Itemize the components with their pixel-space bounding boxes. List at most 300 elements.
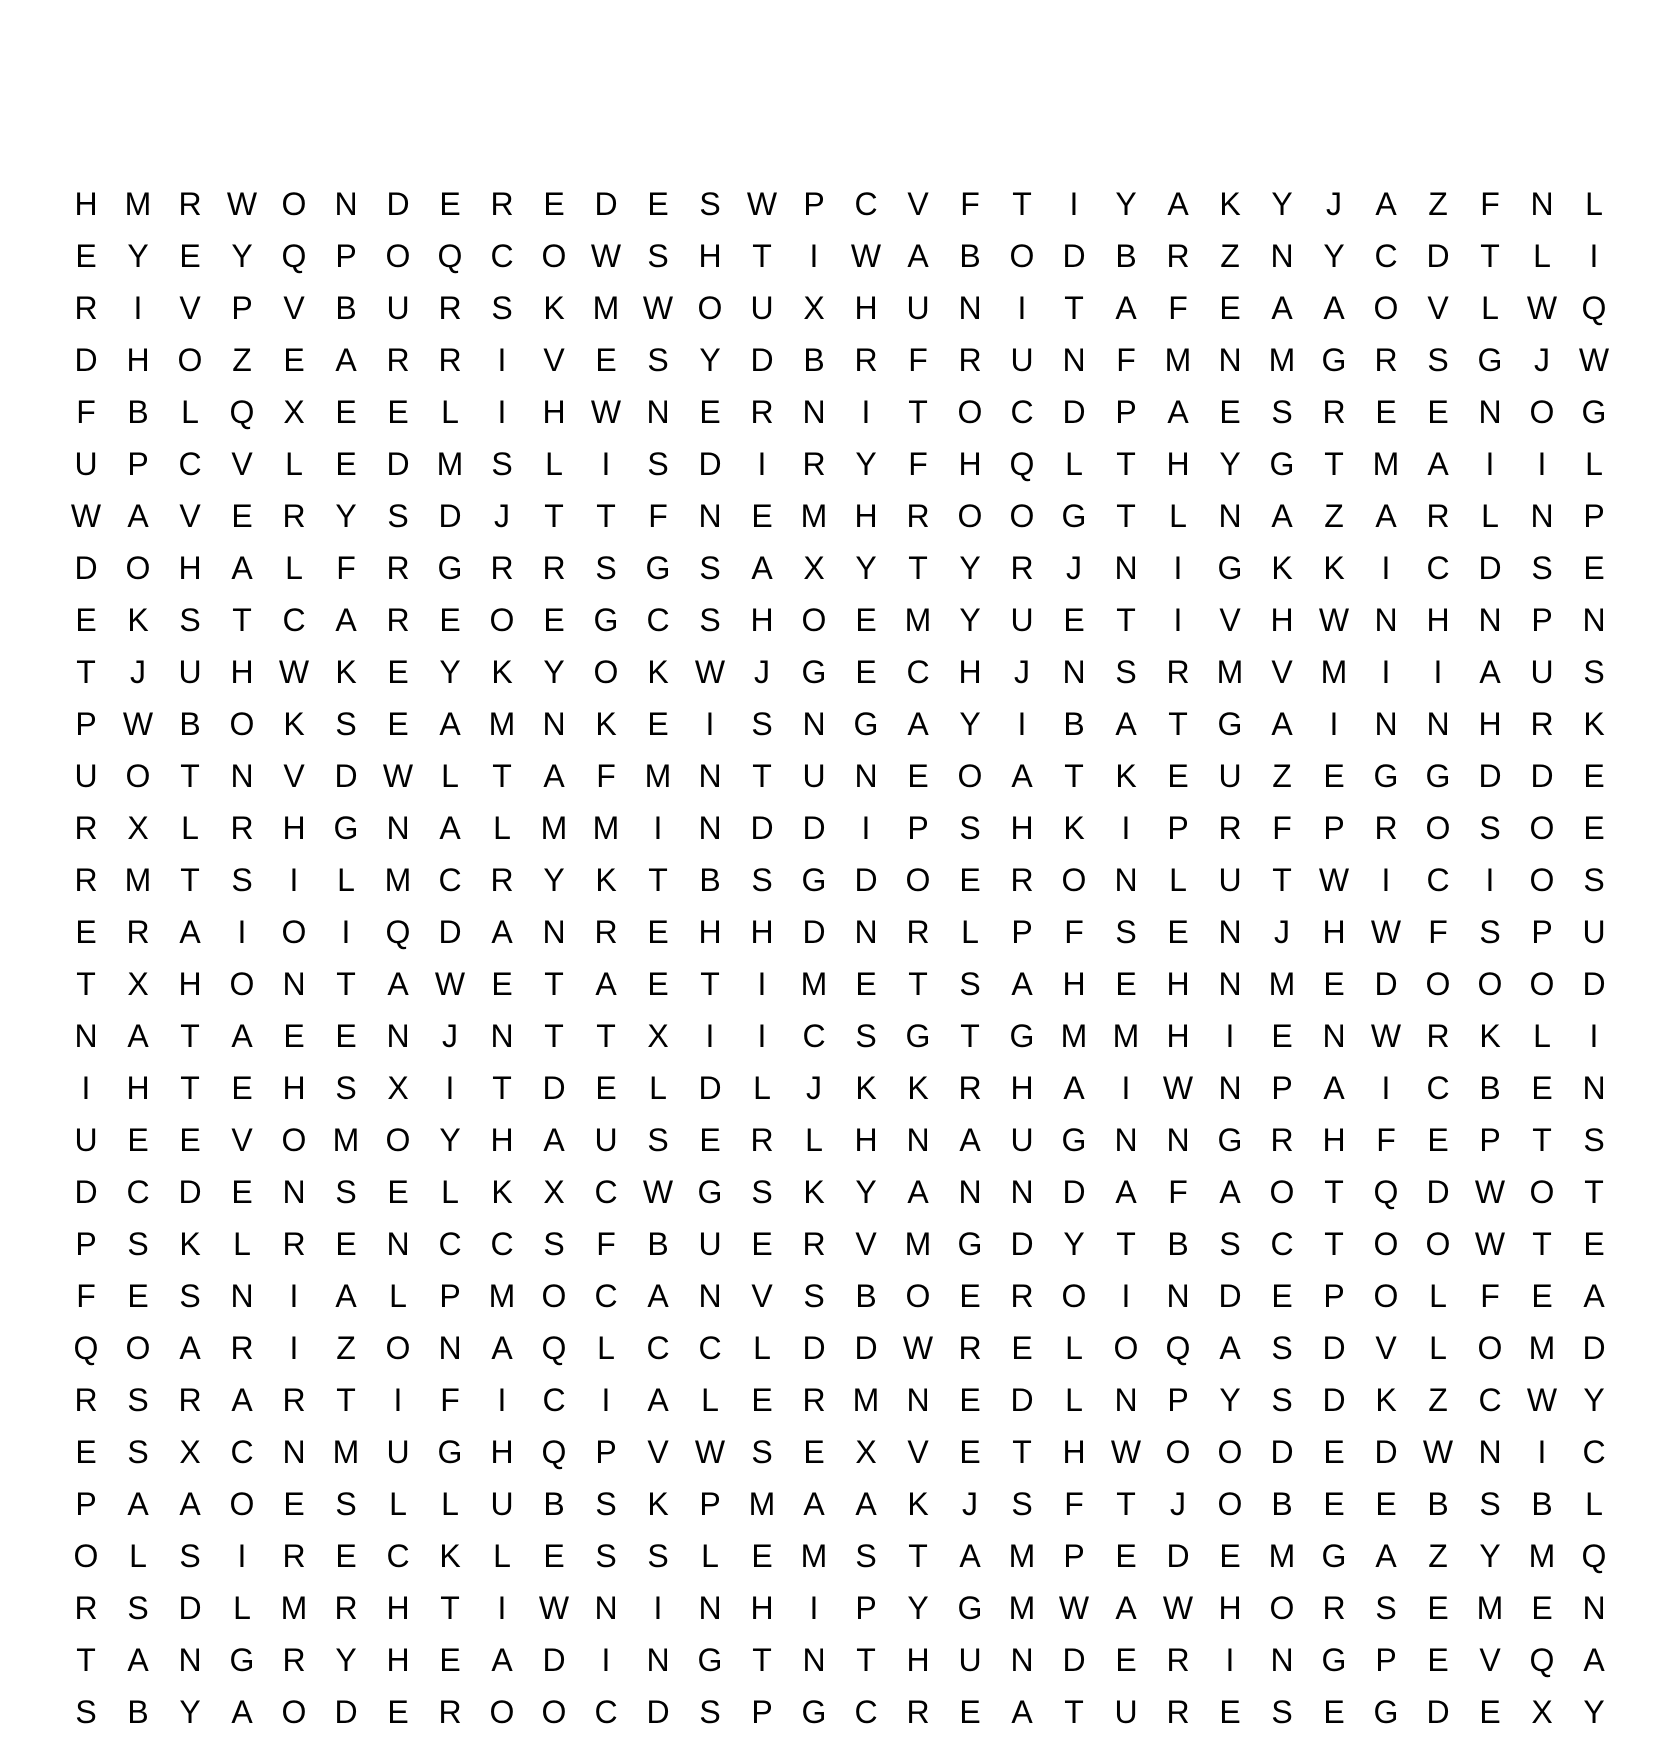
grid-letter[interactable]: N [1374, 601, 1398, 638]
grid-letter[interactable]: G [957, 1589, 983, 1626]
grid-letter[interactable]: C [542, 1381, 566, 1418]
grid-letter[interactable]: F [1116, 341, 1136, 378]
grid-letter[interactable]: C [386, 1537, 410, 1574]
grid-letter[interactable]: E [1115, 1641, 1137, 1678]
grid-letter[interactable]: R [74, 1381, 98, 1418]
grid-letter[interactable]: V [907, 1433, 929, 1470]
grid-letter[interactable]: R [74, 1589, 98, 1626]
grid-letter[interactable]: S [595, 1537, 617, 1574]
grid-letter[interactable]: T [1324, 1173, 1344, 1210]
grid-letter[interactable]: N [1374, 705, 1398, 742]
grid-letter[interactable]: H [126, 1069, 150, 1106]
grid-letter[interactable]: E [647, 913, 669, 950]
grid-letter[interactable]: T [1012, 1433, 1032, 1470]
grid-letter[interactable]: S [335, 705, 357, 742]
grid-letter[interactable]: H [750, 913, 774, 950]
grid-letter[interactable]: C [178, 445, 202, 482]
grid-letter[interactable]: R [1530, 705, 1554, 742]
grid-letter[interactable]: P [907, 809, 929, 846]
grid-letter[interactable]: O [957, 757, 983, 794]
grid-letter[interactable]: Q [437, 237, 463, 274]
grid-letter[interactable]: I [809, 1589, 819, 1626]
grid-letter[interactable]: C [230, 1433, 254, 1470]
grid-letter[interactable]: M [1320, 653, 1348, 690]
grid-letter[interactable]: E [1323, 1693, 1345, 1730]
grid-letter[interactable]: D [1374, 1433, 1398, 1470]
grid-letter[interactable]: M [280, 1589, 308, 1626]
grid-letter[interactable]: Y [855, 1173, 877, 1210]
grid-letter[interactable]: A [231, 1693, 253, 1730]
grid-letter[interactable]: C [594, 1277, 618, 1314]
grid-letter[interactable]: A [1115, 1589, 1137, 1626]
grid-letter[interactable]: W [1058, 1589, 1090, 1626]
grid-letter[interactable]: A [1375, 185, 1397, 222]
grid-letter[interactable]: I [497, 393, 507, 430]
grid-letter[interactable]: V [231, 445, 253, 482]
grid-letter[interactable]: L [181, 393, 199, 430]
grid-letter[interactable]: I [653, 809, 663, 846]
grid-letter[interactable]: P [1167, 1381, 1189, 1418]
grid-letter[interactable]: V [179, 497, 201, 534]
grid-letter[interactable]: X [855, 1433, 877, 1470]
grid-letter[interactable]: S [127, 1381, 149, 1418]
grid-letter[interactable]: G [437, 1433, 463, 1470]
grid-letter[interactable]: E [1271, 1277, 1293, 1314]
grid-letter[interactable]: H [490, 1121, 514, 1158]
grid-letter[interactable]: D [750, 809, 774, 846]
grid-letter[interactable]: D [594, 185, 618, 222]
grid-letter[interactable]: T [336, 1381, 356, 1418]
grid-letter[interactable]: E [1375, 1485, 1397, 1522]
grid-letter[interactable]: A [1167, 185, 1189, 222]
grid-letter[interactable]: T [1116, 601, 1136, 638]
grid-letter[interactable]: W [694, 1433, 726, 1470]
grid-letter[interactable]: H [1166, 445, 1190, 482]
grid-letter[interactable]: S [751, 705, 773, 742]
grid-letter[interactable]: E [75, 237, 97, 274]
grid-letter[interactable]: N [1582, 1589, 1606, 1626]
grid-letter[interactable]: E [1531, 1589, 1553, 1626]
grid-letter[interactable]: R [74, 861, 98, 898]
grid-letter[interactable]: H [1010, 809, 1034, 846]
grid-letter[interactable]: J [1014, 653, 1030, 690]
grid-letter[interactable]: A [1115, 705, 1137, 742]
grid-letter[interactable]: S [647, 445, 669, 482]
grid-letter[interactable]: D [542, 1641, 566, 1678]
grid-letter[interactable]: E [543, 1537, 565, 1574]
grid-letter[interactable]: P [699, 1485, 721, 1522]
grid-letter[interactable]: I [81, 1069, 91, 1106]
grid-letter[interactable]: R [490, 861, 514, 898]
grid-letter[interactable]: W [590, 393, 622, 430]
grid-letter[interactable]: L [441, 1485, 459, 1522]
grid-letter[interactable]: S [491, 445, 513, 482]
grid-letter[interactable]: H [1010, 1069, 1034, 1106]
grid-letter[interactable]: T [596, 1017, 616, 1054]
grid-letter[interactable]: N [334, 185, 358, 222]
grid-letter[interactable]: N [802, 705, 826, 742]
grid-letter[interactable]: L [441, 757, 459, 794]
grid-letter[interactable]: L [545, 445, 563, 482]
grid-letter[interactable]: N [386, 809, 410, 846]
grid-letter[interactable]: M [592, 809, 620, 846]
grid-letter[interactable]: E [491, 965, 513, 1002]
grid-letter[interactable]: S [595, 549, 617, 586]
grid-letter[interactable]: M [540, 809, 568, 846]
grid-letter[interactable]: W [1318, 601, 1350, 638]
grid-letter[interactable]: F [908, 445, 928, 482]
grid-letter[interactable]: U [1218, 861, 1242, 898]
grid-letter[interactable]: E [751, 1381, 773, 1418]
grid-letter[interactable]: N [958, 1173, 982, 1210]
grid-letter[interactable]: S [491, 289, 513, 326]
grid-letter[interactable]: O [1373, 289, 1399, 326]
grid-letter[interactable]: O [125, 757, 151, 794]
grid-letter[interactable]: P [1271, 1069, 1293, 1106]
grid-letter[interactable]: G [1425, 757, 1451, 794]
grid-letter[interactable]: E [387, 393, 409, 430]
grid-letter[interactable]: F [76, 393, 96, 430]
grid-letter[interactable]: O [1477, 965, 1503, 1002]
grid-letter[interactable]: L [1585, 1485, 1603, 1522]
grid-letter[interactable]: I [133, 289, 143, 326]
grid-letter[interactable]: W [122, 705, 154, 742]
grid-letter[interactable]: A [439, 809, 461, 846]
grid-letter[interactable]: H [1478, 705, 1502, 742]
grid-letter[interactable]: U [74, 445, 98, 482]
grid-letter[interactable]: W [1318, 861, 1350, 898]
grid-letter[interactable]: T [1168, 705, 1188, 742]
grid-letter[interactable]: S [1479, 809, 1501, 846]
grid-letter[interactable]: N [542, 705, 566, 742]
grid-letter[interactable]: V [751, 1277, 773, 1314]
grid-letter[interactable]: F [440, 1381, 460, 1418]
grid-letter[interactable]: A [127, 1641, 149, 1678]
grid-letter[interactable]: M [1268, 965, 1296, 1002]
grid-letter[interactable]: R [594, 913, 618, 950]
grid-letter[interactable]: D [1270, 1433, 1294, 1470]
grid-letter[interactable]: G [853, 705, 879, 742]
grid-letter[interactable]: O [1477, 1329, 1503, 1366]
grid-letter[interactable]: D [854, 1329, 878, 1366]
grid-letter[interactable]: D [74, 341, 98, 378]
grid-letter[interactable]: D [802, 809, 826, 846]
grid-letter[interactable]: A [907, 237, 929, 274]
grid-letter[interactable]: H [698, 237, 722, 274]
grid-letter[interactable]: D [1010, 1381, 1034, 1418]
grid-letter[interactable]: N [698, 1589, 722, 1626]
grid-letter[interactable]: I [1121, 1069, 1131, 1106]
grid-letter[interactable]: M [592, 289, 620, 326]
grid-letter[interactable]: H [1062, 965, 1086, 1002]
grid-letter[interactable]: I [445, 1069, 455, 1106]
grid-letter[interactable]: K [595, 861, 617, 898]
grid-letter[interactable]: E [1323, 1433, 1345, 1470]
grid-letter[interactable]: R [542, 549, 566, 586]
grid-letter[interactable]: E [231, 497, 253, 534]
grid-letter[interactable]: G [1217, 705, 1243, 742]
grid-letter[interactable]: G [1321, 341, 1347, 378]
grid-letter[interactable]: X [387, 1069, 409, 1106]
grid-letter[interactable]: C [1478, 1381, 1502, 1418]
grid-letter[interactable]: I [1017, 289, 1027, 326]
grid-letter[interactable]: F [648, 497, 668, 534]
grid-letter[interactable]: G [1061, 1121, 1087, 1158]
grid-letter[interactable]: B [127, 1693, 149, 1730]
grid-letter[interactable]: D [1478, 549, 1502, 586]
grid-letter[interactable]: E [1219, 1693, 1241, 1730]
grid-letter[interactable]: D [802, 913, 826, 950]
grid-letter[interactable]: U [1010, 601, 1034, 638]
grid-letter[interactable]: S [699, 1693, 721, 1730]
grid-letter[interactable]: M [904, 601, 932, 638]
grid-letter[interactable]: E [283, 1485, 305, 1522]
grid-letter[interactable]: B [1167, 1225, 1189, 1262]
grid-letter[interactable]: E [751, 1537, 773, 1574]
grid-letter[interactable]: F [1168, 289, 1188, 326]
grid-letter[interactable]: T [440, 1589, 460, 1626]
grid-letter[interactable]: X [283, 393, 305, 430]
grid-letter[interactable]: Y [1115, 185, 1137, 222]
grid-letter[interactable]: N [1010, 1173, 1034, 1210]
grid-letter[interactable]: O [801, 601, 827, 638]
grid-letter[interactable]: C [1426, 549, 1450, 586]
grid-letter[interactable]: G [697, 1173, 723, 1210]
grid-letter[interactable]: T [1116, 1225, 1136, 1262]
grid-letter[interactable]: H [386, 1589, 410, 1626]
grid-letter[interactable]: Y [907, 1589, 929, 1626]
grid-letter[interactable]: N [1322, 1017, 1346, 1054]
grid-letter[interactable]: T [596, 497, 616, 534]
grid-letter[interactable]: X [179, 1433, 201, 1470]
grid-letter[interactable]: I [1173, 549, 1183, 586]
grid-letter[interactable]: R [1010, 549, 1034, 586]
grid-letter[interactable]: V [1271, 653, 1293, 690]
grid-letter[interactable]: O [1529, 1173, 1555, 1210]
grid-letter[interactable]: U [802, 757, 826, 794]
grid-letter[interactable]: V [283, 289, 305, 326]
grid-letter[interactable]: S [1271, 1329, 1293, 1366]
grid-letter[interactable]: P [1531, 913, 1553, 950]
grid-letter[interactable]: R [126, 913, 150, 950]
grid-letter[interactable]: W [850, 237, 882, 274]
grid-letter[interactable]: N [698, 497, 722, 534]
grid-letter[interactable]: L [441, 393, 459, 430]
grid-letter[interactable]: U [594, 1121, 618, 1158]
grid-letter[interactable]: K [283, 705, 305, 742]
grid-letter[interactable]: Y [543, 653, 565, 690]
grid-letter[interactable]: Y [959, 705, 981, 742]
grid-letter[interactable]: I [289, 861, 299, 898]
grid-letter[interactable]: A [387, 965, 409, 1002]
grid-letter[interactable]: O [73, 1537, 99, 1574]
grid-letter[interactable]: U [386, 289, 410, 326]
grid-letter[interactable]: M [1528, 1329, 1556, 1366]
grid-letter[interactable]: V [231, 1121, 253, 1158]
grid-letter[interactable]: W [226, 185, 258, 222]
grid-letter[interactable]: O [593, 653, 619, 690]
grid-letter[interactable]: N [1478, 1433, 1502, 1470]
grid-letter[interactable]: E [439, 601, 461, 638]
grid-letter[interactable]: E [179, 237, 201, 274]
grid-letter[interactable]: I [289, 1329, 299, 1366]
grid-letter[interactable]: R [1374, 809, 1398, 846]
grid-letter[interactable]: A [1167, 393, 1189, 430]
grid-letter[interactable]: R [1166, 1693, 1190, 1730]
grid-letter[interactable]: E [1063, 601, 1085, 638]
grid-letter[interactable]: A [959, 1121, 981, 1158]
grid-letter[interactable]: S [335, 1069, 357, 1106]
grid-letter[interactable]: O [1373, 1225, 1399, 1262]
grid-letter[interactable]: E [803, 1433, 825, 1470]
grid-letter[interactable]: N [646, 393, 670, 430]
grid-letter[interactable]: O [1217, 1433, 1243, 1470]
grid-letter[interactable]: V [647, 1433, 669, 1470]
grid-letter[interactable]: N [1114, 861, 1138, 898]
grid-letter[interactable]: S [179, 1277, 201, 1314]
grid-letter[interactable]: N [1062, 341, 1086, 378]
grid-letter[interactable]: T [1064, 1693, 1084, 1730]
grid-letter[interactable]: C [126, 1173, 150, 1210]
grid-letter[interactable]: G [1217, 1121, 1243, 1158]
grid-letter[interactable]: S [543, 1225, 565, 1262]
grid-letter[interactable]: G [1061, 497, 1087, 534]
grid-letter[interactable]: X [647, 1017, 669, 1054]
grid-letter[interactable]: T [752, 1641, 772, 1678]
grid-letter[interactable]: N [958, 289, 982, 326]
grid-letter[interactable]: E [127, 1121, 149, 1158]
grid-letter[interactable]: F [1064, 1485, 1084, 1522]
grid-letter[interactable]: P [1323, 1277, 1345, 1314]
grid-letter[interactable]: C [854, 185, 878, 222]
grid-letter[interactable]: E [1375, 393, 1397, 430]
grid-letter[interactable]: S [1427, 341, 1449, 378]
grid-letter[interactable]: A [907, 1173, 929, 1210]
grid-letter[interactable]: H [1166, 1017, 1190, 1054]
grid-letter[interactable]: D [74, 1173, 98, 1210]
grid-letter[interactable]: I [653, 1589, 663, 1626]
grid-letter[interactable]: T [76, 965, 96, 1002]
grid-letter[interactable]: E [1167, 913, 1189, 950]
grid-letter[interactable]: N [1582, 1069, 1606, 1106]
grid-letter[interactable]: A [1323, 289, 1345, 326]
grid-letter[interactable]: A [179, 913, 201, 950]
grid-letter[interactable]: A [1427, 445, 1449, 482]
grid-letter[interactable]: U [906, 289, 930, 326]
grid-letter[interactable]: R [282, 1381, 306, 1418]
grid-letter[interactable]: M [124, 185, 152, 222]
grid-letter[interactable]: L [233, 1225, 251, 1262]
grid-letter[interactable]: T [1064, 757, 1084, 794]
grid-letter[interactable]: D [1426, 1173, 1450, 1210]
grid-letter[interactable]: K [1115, 757, 1137, 794]
grid-letter[interactable]: O [1165, 1433, 1191, 1470]
grid-letter[interactable]: I [497, 341, 507, 378]
grid-letter[interactable]: E [1323, 757, 1345, 794]
grid-letter[interactable]: A [595, 965, 617, 1002]
grid-letter[interactable]: R [1218, 809, 1242, 846]
grid-letter[interactable]: L [701, 1537, 719, 1574]
grid-letter[interactable]: T [856, 1641, 876, 1678]
grid-letter[interactable]: D [646, 1693, 670, 1730]
grid-letter[interactable]: J [806, 1069, 822, 1106]
grid-letter[interactable]: D [802, 1329, 826, 1366]
grid-letter[interactable]: K [127, 601, 149, 638]
grid-letter[interactable]: N [282, 1173, 306, 1210]
grid-letter[interactable]: C [646, 601, 670, 638]
grid-letter[interactable]: E [75, 1433, 97, 1470]
grid-letter[interactable]: I [497, 1381, 507, 1418]
grid-letter[interactable]: A [439, 705, 461, 742]
grid-letter[interactable]: Z [1428, 1537, 1448, 1574]
grid-letter[interactable]: W [694, 653, 726, 690]
grid-letter[interactable]: N [282, 1433, 306, 1470]
grid-letter[interactable]: Q [229, 393, 255, 430]
grid-letter[interactable]: C [698, 1329, 722, 1366]
grid-letter[interactable]: Y [1479, 1537, 1501, 1574]
grid-letter[interactable]: E [335, 1225, 357, 1262]
grid-letter[interactable]: L [753, 1069, 771, 1106]
grid-letter[interactable]: M [1008, 1537, 1036, 1574]
grid-letter[interactable]: T [544, 497, 564, 534]
grid-letter[interactable]: N [1218, 965, 1242, 1002]
grid-letter[interactable]: S [699, 185, 721, 222]
grid-letter[interactable]: E [387, 1693, 409, 1730]
grid-letter[interactable]: I [757, 445, 767, 482]
grid-letter[interactable]: S [1531, 549, 1553, 586]
grid-letter[interactable]: S [335, 1485, 357, 1522]
grid-letter[interactable]: A [1219, 1173, 1241, 1210]
grid-letter[interactable]: L [1065, 1381, 1083, 1418]
grid-letter[interactable]: W [434, 965, 466, 1002]
grid-letter[interactable]: E [335, 1017, 357, 1054]
grid-letter[interactable]: G [801, 1693, 827, 1730]
grid-letter[interactable]: N [698, 809, 722, 846]
grid-letter[interactable]: T [180, 757, 200, 794]
grid-letter[interactable]: I [601, 1381, 611, 1418]
grid-letter[interactable]: P [75, 1485, 97, 1522]
grid-letter[interactable]: C [1010, 393, 1034, 430]
grid-letter[interactable]: M [332, 1433, 360, 1470]
grid-letter[interactable]: Z [1428, 185, 1448, 222]
grid-letter[interactable]: D [698, 445, 722, 482]
grid-letter[interactable]: E [439, 185, 461, 222]
grid-letter[interactable]: A [1219, 1329, 1241, 1366]
grid-letter[interactable]: N [1530, 185, 1554, 222]
grid-letter[interactable]: M [488, 1277, 516, 1314]
grid-letter[interactable]: R [438, 341, 462, 378]
grid-letter[interactable]: R [1166, 1641, 1190, 1678]
grid-letter[interactable]: Y [1219, 445, 1241, 482]
grid-letter[interactable]: L [1065, 445, 1083, 482]
grid-letter[interactable]: G [1269, 445, 1295, 482]
grid-letter[interactable]: T [752, 757, 772, 794]
grid-letter[interactable]: T [1272, 861, 1292, 898]
grid-letter[interactable]: I [1017, 705, 1027, 742]
grid-letter[interactable]: E [1323, 965, 1345, 1002]
grid-letter[interactable]: I [237, 913, 247, 950]
grid-letter[interactable]: A [907, 705, 929, 742]
grid-letter[interactable]: E [1115, 1537, 1137, 1574]
grid-letter[interactable]: J [1170, 1485, 1186, 1522]
grid-letter[interactable]: X [803, 549, 825, 586]
grid-letter[interactable]: O [1529, 861, 1555, 898]
grid-letter[interactable]: O [1529, 809, 1555, 846]
grid-letter[interactable]: Y [959, 601, 981, 638]
grid-letter[interactable]: I [1381, 549, 1391, 586]
grid-letter[interactable]: D [1218, 1277, 1242, 1314]
grid-letter[interactable]: L [389, 1485, 407, 1522]
